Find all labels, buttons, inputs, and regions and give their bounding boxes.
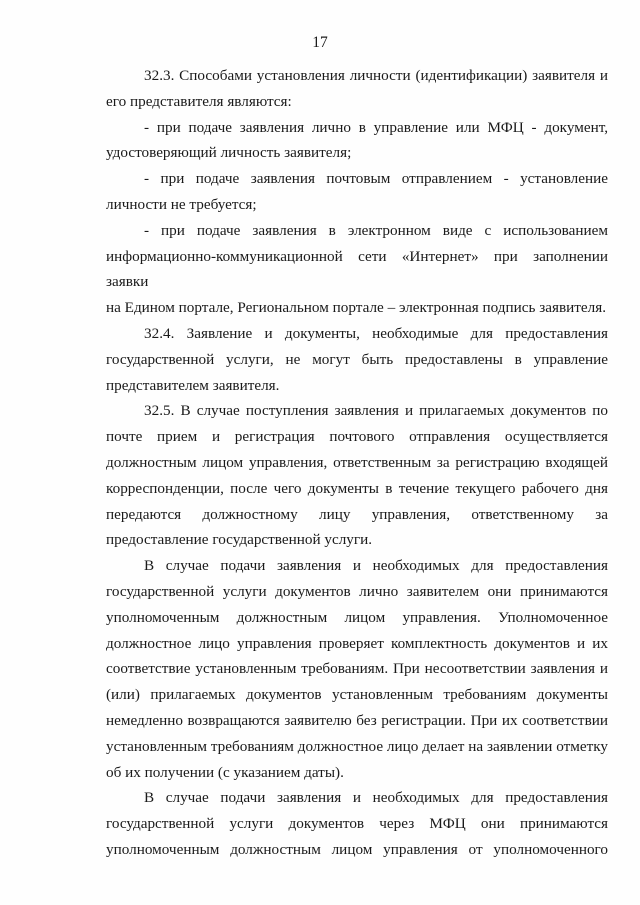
text-line: корреспонденции, после чего документы в течение текущего рабочего дня bbox=[106, 479, 608, 497]
text-line: на Едином портале, Региональном портале – электронная подпись заявителя. bbox=[106, 299, 606, 317]
page-number: 17 bbox=[312, 34, 328, 51]
text-line: соответствие установленным требованиям. При несоответствии заявления и bbox=[106, 660, 608, 678]
text-line: передаются должностному лицу управления, ответственному за bbox=[106, 505, 608, 523]
text-line: (или) прилагаемых документов установленным требованиям документы bbox=[106, 686, 608, 704]
paragraph-32-5 bbox=[106, 398, 608, 553]
paragraph-electronic bbox=[106, 218, 608, 321]
text-line: 32.3. Способами установления личности (идентификации) заявителя и bbox=[144, 67, 608, 84]
text-line: - при подаче заявления почтовым отправлением - установление bbox=[144, 170, 608, 188]
text-line: государственной услуги документов лично заявителем они принимаются bbox=[106, 582, 608, 600]
text-line: его представителя являются: bbox=[106, 92, 292, 110]
paragraph-in-person bbox=[106, 115, 608, 167]
text-line: об их получении (с указанием даты). bbox=[106, 763, 344, 781]
text-line: немедленно возвращаются заявителю без регистрации. При их соответствии bbox=[106, 711, 608, 729]
text-line: предоставление государственной услуги. bbox=[106, 531, 373, 549]
paragraph-by-post bbox=[106, 166, 608, 218]
text-line: удостоверяющий личность заявителя; bbox=[106, 144, 352, 162]
text-line: личности не требуется; bbox=[106, 195, 257, 213]
paragraph-personal-submission bbox=[106, 553, 608, 785]
text-line: государственной услуги, не могут быть предоставлены в управление bbox=[106, 350, 608, 368]
text-line: представителем заявителя. bbox=[106, 376, 280, 394]
text-line: почте прием и регистрация почтового отправления осуществляется bbox=[106, 428, 608, 446]
paragraph-32-4 bbox=[106, 321, 608, 398]
paragraph-mfc-submission bbox=[106, 785, 608, 862]
text-line: - при подаче заявления лично в управление или МФЦ - документ, bbox=[144, 118, 608, 136]
document-body bbox=[106, 63, 608, 863]
text-line: должностное лицо управления проверяет комплектность документов и их bbox=[106, 634, 608, 652]
text-line: должностным лицом управления, ответственным за регистрацию входящей bbox=[106, 453, 608, 471]
text-line: установленным требованиям должностное лицо делает на заявлении отметку bbox=[106, 737, 608, 755]
text-line: государственной услуги документов через МФЦ они принимаются bbox=[106, 815, 608, 833]
text-line: В случае подачи заявления и необходимых для предоставления bbox=[144, 557, 608, 575]
text-line: информационно-коммуникационной сети «Интернет» при заполнении заявки bbox=[106, 247, 608, 291]
text-line: 32.5. В случае поступления заявления и прилагаемых документов по bbox=[144, 402, 608, 420]
text-line: - при подаче заявления в электронном виде с использованием bbox=[144, 221, 608, 239]
text-line: 32.4. Заявление и документы, необходимые для предоставления bbox=[144, 324, 608, 342]
paragraph-32-3 bbox=[106, 63, 608, 115]
text-line: уполномоченным должностным лицом управления. Уполномоченное bbox=[106, 608, 608, 626]
text-line: В случае подачи заявления и необходимых для предоставления bbox=[144, 789, 608, 807]
text-line: уполномоченным должностным лицом управления от уполномоченного bbox=[106, 840, 608, 858]
